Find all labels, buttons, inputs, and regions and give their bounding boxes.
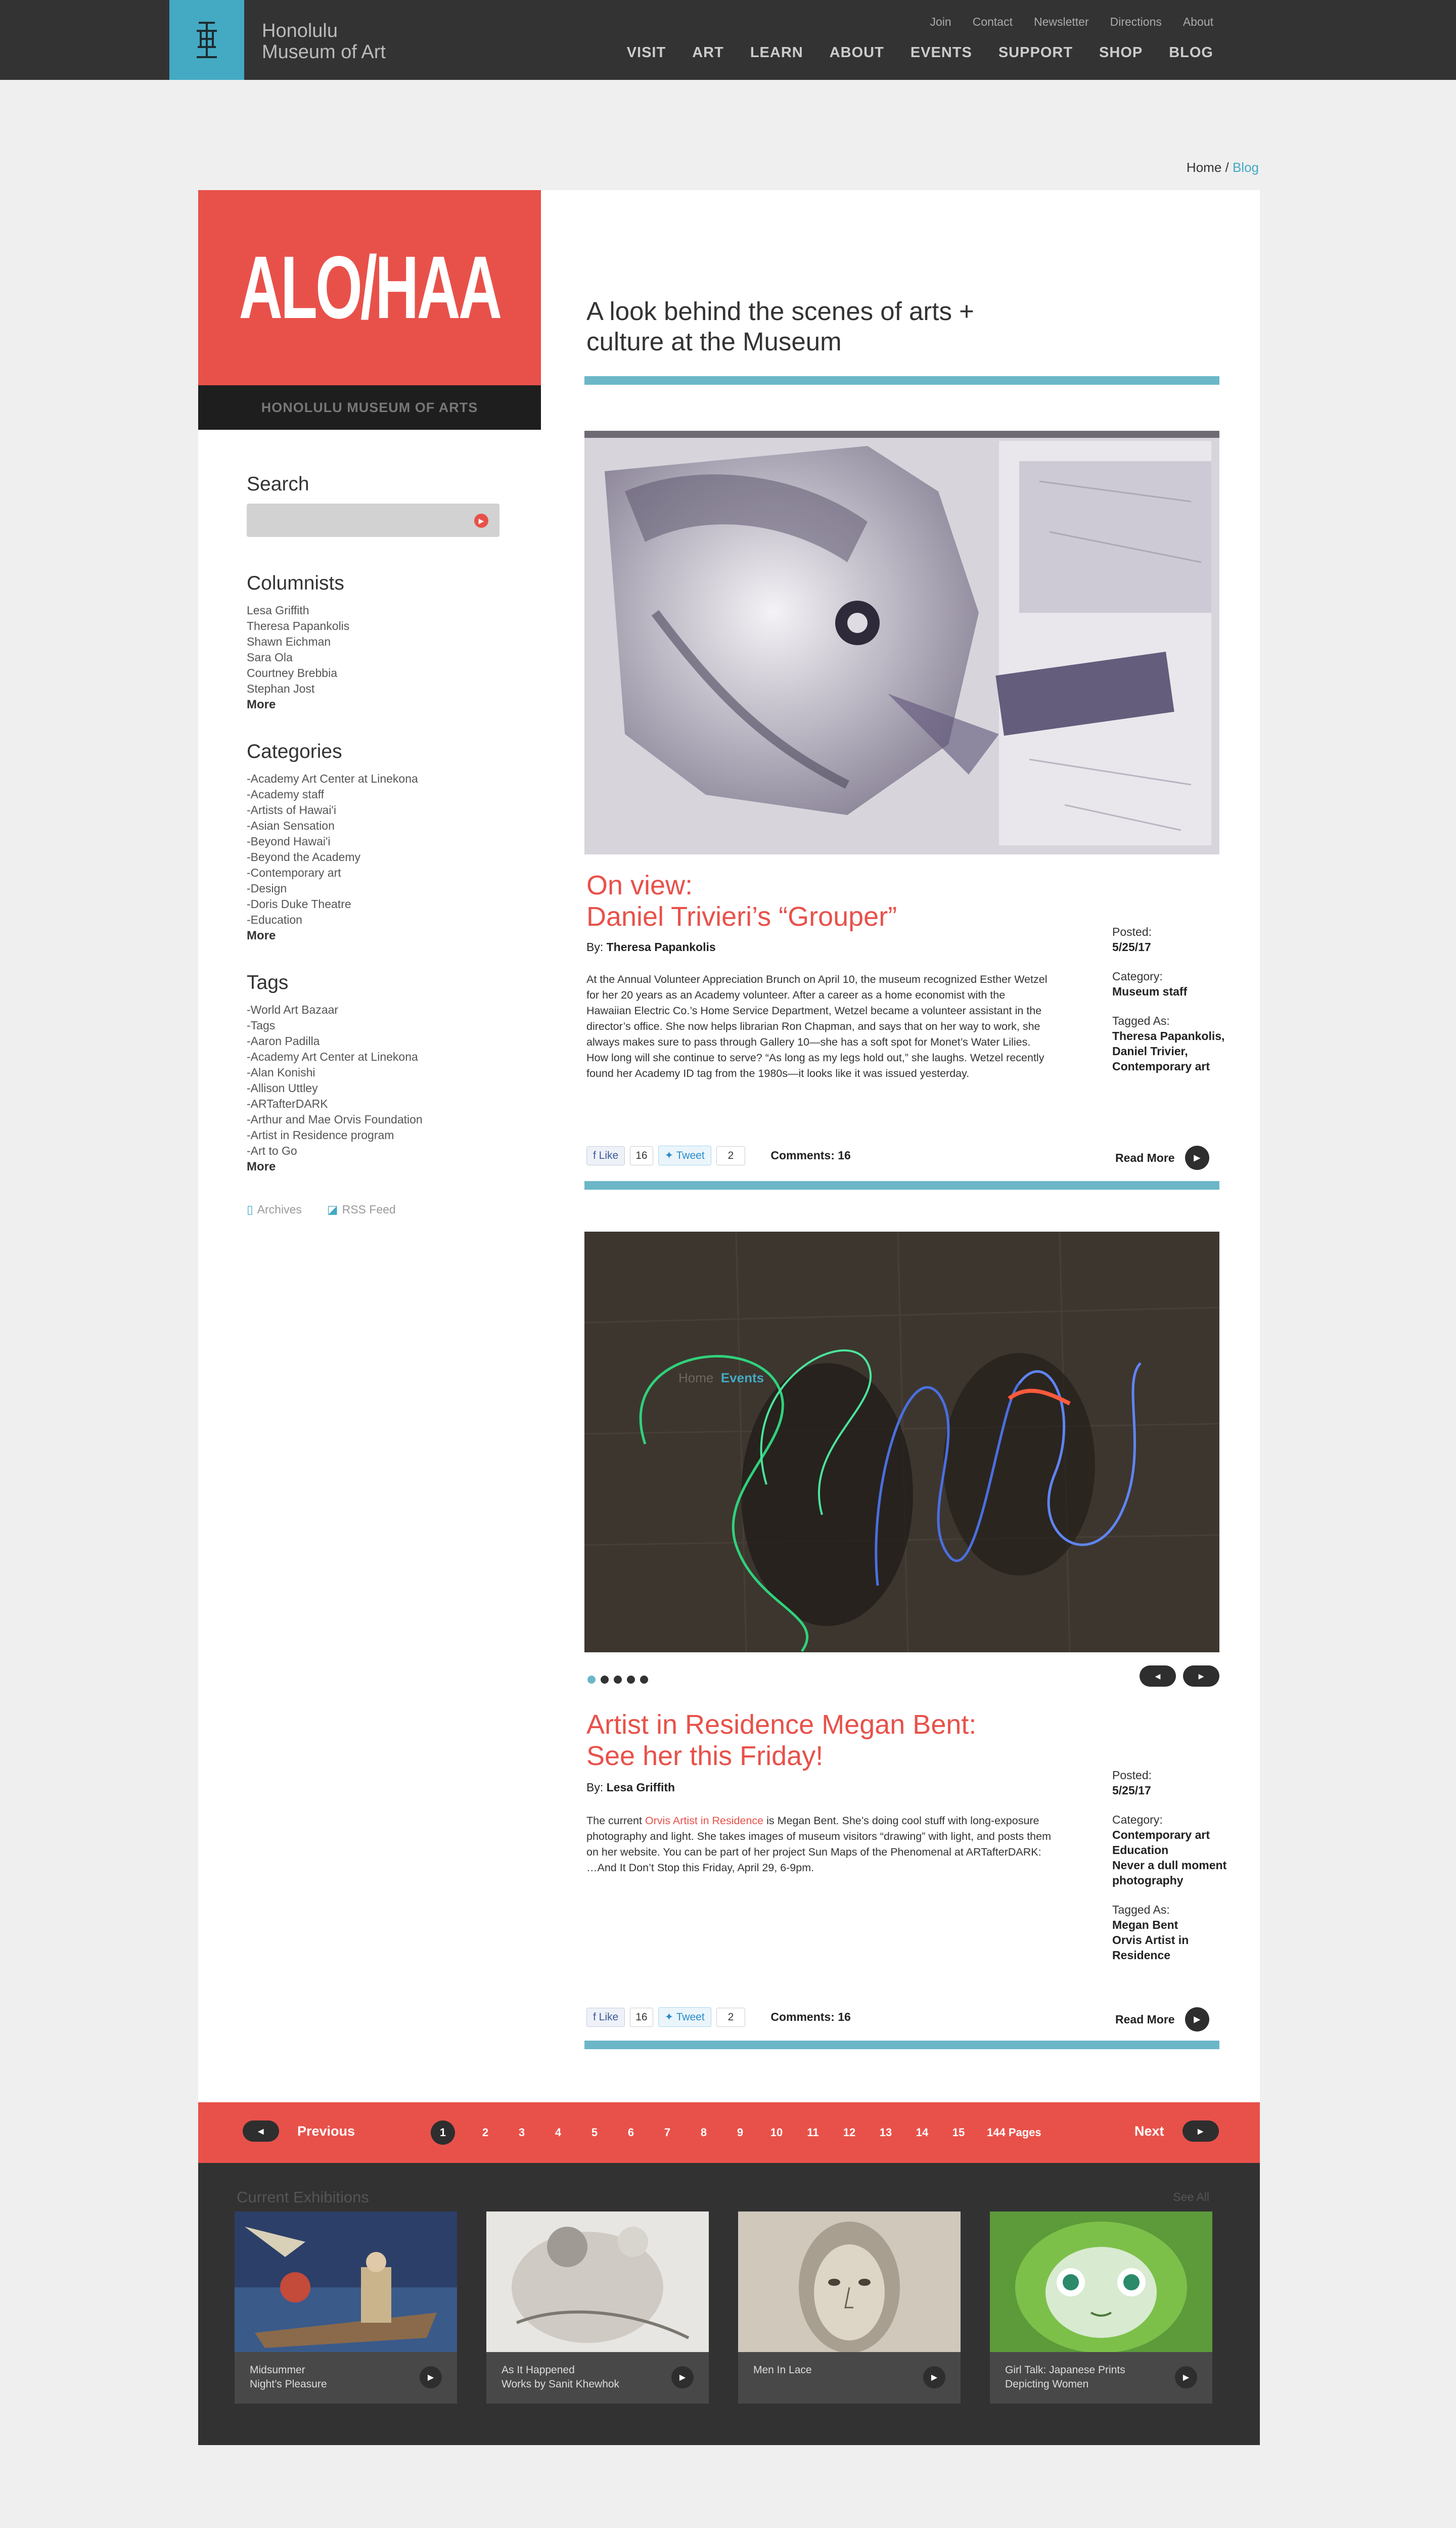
tag-link[interactable]: -Allison Uttley [247, 1081, 318, 1095]
orvis-artist-link[interactable]: Orvis Artist in Residence [645, 1815, 764, 1827]
page-link[interactable]: 9 [737, 2126, 744, 2139]
twitter-bird-icon: ✦ [664, 2011, 676, 2023]
category-link[interactable]: -Design [247, 882, 287, 895]
like-count: 16 [630, 1146, 653, 1165]
exhibition-title-line2: Night’s Pleasure [250, 2378, 327, 2390]
breadcrumb [1187, 160, 1259, 175]
nav-about[interactable]: ABOUT [829, 44, 884, 61]
blog-container [198, 190, 1260, 2445]
nav-blog[interactable]: BLOG [1169, 44, 1213, 61]
facebook-like-button[interactable] [586, 2008, 625, 2027]
post-1-divider [584, 1181, 1219, 1190]
columnists-list [247, 603, 505, 712]
facebook-like-button[interactable] [586, 1146, 625, 1165]
post-2-body-intro: The current [586, 1815, 645, 1827]
exhibition-title [502, 2363, 653, 2391]
page-link[interactable]: 2 [482, 2126, 489, 2139]
exhibition-title-line2: Depicting Women [1005, 2378, 1089, 2390]
post-2-tag-link[interactable]: Megan Bent [1112, 1918, 1178, 1931]
category-link[interactable]: -Academy staff [247, 788, 324, 801]
page-link[interactable]: 7 [664, 2126, 671, 2139]
arrow-right-icon: ▶ [1182, 2120, 1219, 2142]
category-link[interactable]: -Beyond Hawai'i [247, 835, 331, 848]
light-painting-photo [584, 1232, 1219, 1652]
tweet-label: Tweet [676, 1150, 705, 1161]
post-1-meta [1112, 924, 1244, 1074]
previous-page-button[interactable] [243, 2120, 355, 2142]
columnist-link[interactable]: Courtney Brebbia [247, 666, 337, 680]
carousel-dot[interactable] [601, 1676, 609, 1684]
util-link-join[interactable]: Join [930, 15, 951, 28]
exhibition-title-line1: As It Happened [502, 2364, 575, 2376]
carousel-dot[interactable] [640, 1676, 648, 1684]
exhibition-card[interactable] [486, 2211, 709, 2404]
tweet-label: Tweet [676, 2011, 705, 2023]
tagline-divider [584, 376, 1219, 385]
post-2-category-link[interactable]: Education [1112, 1843, 1169, 1857]
page-link[interactable]: 3 [518, 2126, 525, 2139]
category-label: Category: [1112, 1813, 1163, 1826]
columnist-link[interactable]: Shawn Eichman [247, 635, 331, 648]
museum-name-line2: Museum of Art [262, 41, 386, 63]
post-2-social-bar [586, 2007, 851, 2027]
carousel-dot[interactable] [614, 1676, 622, 1684]
twitter-bird-icon: ✦ [664, 1150, 676, 1161]
blog-brand-title: ALO/HAA [239, 238, 500, 337]
post-2-body [586, 1813, 1052, 1876]
carousel-prev-icon[interactable]: ◀ [1140, 1665, 1176, 1687]
tweet-button[interactable] [658, 2007, 711, 2027]
page-link[interactable]: 12 [843, 2126, 856, 2139]
page-link[interactable]: 11 [807, 2126, 819, 2139]
page-link[interactable]: 5 [591, 2126, 598, 2139]
page-link[interactable]: 4 [555, 2126, 562, 2139]
sidebar-feed-links [247, 1203, 505, 1216]
exhibition-thumbnail [235, 2211, 457, 2352]
exhibition-thumbnail [486, 2211, 709, 2352]
pagination-bar [198, 2102, 1260, 2163]
tweet-count: 2 [716, 1146, 746, 1165]
categories-more-link[interactable]: More [247, 929, 276, 942]
see-all-link[interactable]: See All [1173, 2190, 1209, 2203]
exhibition-title-line1: Midsummer [250, 2364, 305, 2376]
categories-list [247, 771, 505, 943]
post-1-title-line2: Daniel Trivieri’s “Grouper” [586, 901, 897, 932]
carousel-dots [587, 1676, 648, 1684]
page-link[interactable]: 10 [770, 2126, 783, 2139]
post-1-author-link[interactable]: Theresa Papankolis [606, 940, 716, 954]
post-2-divider [584, 2041, 1219, 2049]
previous-label: Previous [297, 2123, 355, 2139]
tag-link[interactable]: -Arthur and Mae Orvis Foundation [247, 1113, 423, 1126]
document-icon: ▯ [247, 1203, 253, 1216]
post-2-category-link[interactable]: Contemporary art [1112, 1828, 1210, 1841]
breadcrumb-home[interactable]: Home [1186, 160, 1222, 175]
tag-link[interactable]: -Aaron Padilla [247, 1034, 320, 1048]
tag-link[interactable]: -World Art Bazaar [247, 1003, 339, 1016]
tweet-count: 2 [716, 2008, 746, 2027]
breadcrumb-current: Blog [1232, 160, 1259, 175]
facebook-icon: f [593, 1149, 599, 1161]
tagged-label: Tagged As: [1112, 1903, 1170, 1916]
tag-link[interactable]: -Tags [247, 1019, 276, 1032]
tag-link[interactable]: -Art to Go [247, 1144, 297, 1157]
rss-link[interactable] [327, 1203, 396, 1216]
total-pages: 144 Pages [987, 2126, 1041, 2139]
rss-icon: ◪ [327, 1203, 338, 1216]
facebook-icon: f [593, 2011, 599, 2023]
top-bar [0, 0, 1456, 80]
like-count: 16 [630, 2008, 653, 2027]
tagged-label: Tagged As: [1112, 1014, 1170, 1027]
exhibition-card[interactable] [235, 2211, 457, 2404]
post-1-byline [586, 940, 716, 954]
post-2-title-line1: Artist in Residence Megan Bent: [586, 1709, 977, 1740]
post-2-read-more[interactable] [1115, 2007, 1209, 2032]
post-2-title-line2: See her this Friday! [586, 1741, 824, 1771]
exhibition-card[interactable] [990, 2211, 1212, 2404]
woodblock-print-image [235, 2211, 457, 2352]
util-link-newsletter[interactable]: Newsletter [1033, 15, 1089, 28]
arrow-right-icon: ▶ [671, 2366, 694, 2388]
page-numbers [431, 2120, 1041, 2145]
photo-overlay-events: Events [720, 1370, 764, 1385]
category-link[interactable]: -Academy Art Center at Linekona [247, 772, 418, 785]
grouper-artwork-image [584, 431, 1219, 854]
read-more-label: Read More [1115, 1151, 1175, 1164]
exhibition-card[interactable] [738, 2211, 961, 2404]
next-label: Next [1134, 2123, 1164, 2139]
page-link[interactable]: 13 [879, 2126, 892, 2139]
tweet-button[interactable] [658, 1146, 711, 1165]
category-link[interactable]: -Artists of Hawai'i [247, 803, 336, 817]
category-link[interactable]: -Contemporary art [247, 866, 341, 879]
like-label: Like [599, 1149, 619, 1161]
util-link-contact[interactable]: Contact [972, 15, 1013, 28]
categories-heading: Categories [247, 741, 342, 762]
post-2-meta [1112, 1768, 1244, 1963]
exhibition-title-line2: Works by Sanit Khewhok [502, 2378, 620, 2390]
breadcrumb-separator: / [1221, 160, 1233, 175]
arrow-left-icon: ◀ [243, 2120, 279, 2142]
museum-logo[interactable] [169, 0, 244, 80]
archives-link[interactable] [247, 1203, 302, 1216]
carousel-next-icon[interactable]: ▶ [1183, 1665, 1219, 1687]
carousel-dot[interactable] [587, 1676, 596, 1684]
nav-visit[interactable]: VISIT [626, 44, 666, 61]
read-more-label: Read More [1115, 2012, 1175, 2026]
blog-brand-banner[interactable] [198, 190, 541, 385]
portrait-engraving-image [738, 2211, 961, 2352]
page-link[interactable]: 6 [627, 2126, 634, 2139]
byline-label: By: [586, 1781, 607, 1794]
tags-more-link[interactable]: More [247, 1160, 276, 1173]
category-link[interactable]: -Doris Duke Theatre [247, 897, 351, 911]
arrow-right-icon: ▶ [1185, 1146, 1209, 1170]
post-2-category-link[interactable]: Never a dull moment photography [1112, 1859, 1227, 1887]
post-1-tag-link[interactable]: Theresa Papankolis, [1112, 1029, 1225, 1043]
category-link[interactable]: -Beyond the Academy [247, 850, 361, 864]
nav-shop[interactable]: SHOP [1099, 44, 1143, 61]
post-2-posted-date: 5/25/17 [1112, 1784, 1151, 1797]
post-1-comments-link[interactable]: Comments: 16 [770, 1149, 851, 1162]
category-link[interactable]: -Asian Sensation [247, 819, 335, 832]
post-2-body-text: is Megan Bent. She’s doing cool stuff with long-exposure photography and light. She takes images of museum visitors “drawing” with light, and posts them on her website. You can be part of her project Sun Maps of the Phenomenal at ARTafterDARK: …And It Don’t Stop this Friday, April 29, 6-9pm. [586, 1815, 1051, 1874]
leafy-face-illustration [990, 2211, 1212, 2352]
post-1-read-more[interactable] [1115, 1146, 1209, 1170]
post-2-byline [586, 1781, 675, 1794]
tag-link[interactable]: -Artist in Residence program [247, 1128, 394, 1142]
post-2-tag-link[interactable]: Orvis Artist in Residence [1112, 1933, 1189, 1962]
arrow-right-icon: ▶ [1185, 2007, 1209, 2032]
utility-nav [930, 15, 1214, 29]
exhibition-title-line1: Girl Talk: Japanese Prints [1005, 2364, 1125, 2376]
page-link[interactable]: 8 [700, 2126, 707, 2139]
exhibition-title-line1: Men In Lace [753, 2364, 812, 2376]
columnist-link[interactable]: Sara Ola [247, 651, 293, 664]
post-1-image[interactable] [584, 431, 1219, 854]
museum-logo-icon [192, 20, 222, 60]
columnist-link[interactable]: Stephan Jost [247, 682, 315, 695]
sidebar [247, 473, 505, 1216]
nav-events[interactable]: EVENTS [910, 44, 972, 61]
arrow-right-icon: ▶ [420, 2366, 442, 2388]
exhibition-title [250, 2363, 401, 2391]
nav-learn[interactable]: LEARN [750, 44, 803, 61]
category-label: Category: [1112, 970, 1163, 983]
search-input[interactable] [247, 504, 499, 537]
tag-link[interactable]: -Alan Konishi [247, 1066, 315, 1079]
page-link[interactable]: 15 [952, 2126, 965, 2139]
exhibition-title [1005, 2363, 1157, 2391]
post-1-title[interactable] [586, 870, 897, 932]
byline-label: By: [586, 940, 607, 954]
exhibitions-heading: Current Exhibitions [237, 2188, 369, 2206]
exhibition-title [753, 2363, 905, 2377]
engraving-image [486, 2211, 709, 2352]
search-heading: Search [247, 473, 309, 495]
like-label: Like [599, 2011, 619, 2023]
post-2-title[interactable] [586, 1709, 976, 1772]
nav-support[interactable]: SUPPORT [998, 44, 1073, 61]
columnists-more-link[interactable]: More [247, 698, 276, 711]
post-1-tag-link[interactable]: Daniel Trivier, [1112, 1045, 1188, 1058]
post-2-comments-link[interactable]: Comments: 16 [770, 2010, 851, 2023]
columnists-heading: Columnists [247, 572, 344, 594]
util-link-directions[interactable]: Directions [1110, 15, 1162, 28]
post-1-social-bar [586, 1146, 851, 1165]
post-1-tag-link[interactable]: Contemporary art [1112, 1060, 1210, 1073]
util-link-about[interactable]: About [1182, 15, 1213, 28]
post-1-body: At the Annual Volunteer Appreciation Brunch on April 10, the museum recognized Esther Wetzel for her 20 years as an Academy volunteer. After a career as a home economist with the Hawaiian Electric Co.’s Home Service Department, Wetzel became a volunteer assistant in the director’s office. She now helps librarian Ron Chapman, and says that on her way to work, she always makes sure to pass through Gallery 10—she has a soft spot for Monet’s Water Lilies. How long will she continue to serve? “As long as my legs hold out,” she laughs. Wetzel recently found her Academy ID tag from the 1980s—it looks like it was issued yesterday. [586, 973, 1048, 1079]
archives-label: Archives [257, 1203, 302, 1216]
museum-name[interactable] [262, 20, 386, 63]
columnist-link[interactable]: Theresa Papankolis [247, 619, 350, 633]
main-nav [627, 44, 1213, 61]
next-page-button[interactable] [1134, 2120, 1219, 2142]
arrow-right-icon: ▶ [923, 2366, 945, 2388]
nav-art[interactable]: ART [692, 44, 724, 61]
exhibition-thumbnail [990, 2211, 1212, 2352]
current-exhibitions [198, 2163, 1260, 2445]
tags-heading: Tags [247, 972, 289, 994]
arrow-right-icon: ▶ [1175, 2366, 1197, 2388]
search-submit-icon[interactable]: ▶ [474, 514, 488, 528]
page-link[interactable]: 14 [916, 2126, 929, 2139]
photo-overlay-text [678, 1370, 764, 1386]
tags-list [247, 1002, 505, 1175]
post-1-category-link[interactable]: Museum staff [1112, 985, 1188, 998]
post-1-posted-date: 5/25/17 [1112, 940, 1151, 954]
page-link-current[interactable]: 1 [431, 2120, 455, 2145]
exhibition-thumbnail [738, 2211, 961, 2352]
museum-name-line1: Honolulu [262, 20, 338, 41]
post-2-image[interactable] [584, 1232, 1219, 1652]
post-2-author-link[interactable]: Lesa Griffith [606, 1781, 675, 1794]
blog-brand-subtitle: HONOLULU MUSEUM OF ARTS [198, 385, 541, 430]
posted-label: Posted: [1112, 925, 1152, 938]
photo-overlay-home: Home [678, 1370, 714, 1385]
tag-link[interactable]: -ARTafterDARK [247, 1097, 328, 1110]
carousel-arrows [1140, 1665, 1219, 1687]
tag-link[interactable]: -Academy Art Center at Linekona [247, 1050, 418, 1063]
columnist-link[interactable]: Lesa Griffith [247, 604, 309, 617]
category-link[interactable]: -Education [247, 913, 302, 926]
post-1-title-line1: On view: [586, 870, 693, 900]
rss-label: RSS Feed [342, 1203, 396, 1216]
posted-label: Posted: [1112, 1769, 1152, 1782]
carousel-dot[interactable] [627, 1676, 635, 1684]
blog-tagline: A look behind the scenes of arts + culture at the Museum [586, 297, 974, 356]
